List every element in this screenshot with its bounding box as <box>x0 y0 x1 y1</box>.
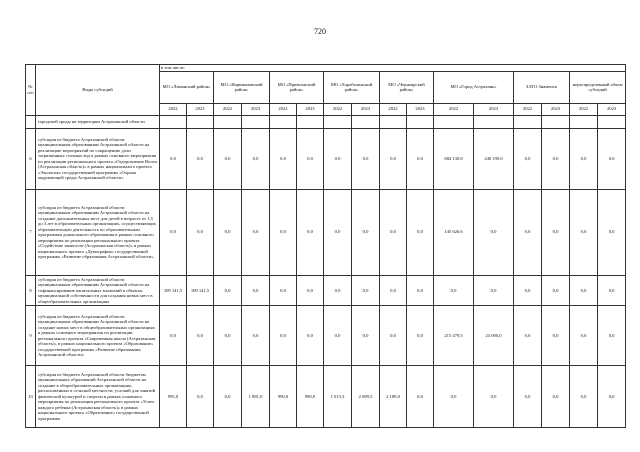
value-cell: 0,0 <box>270 189 297 275</box>
value-cell: 0,0 <box>352 306 380 366</box>
value-cell <box>324 115 352 128</box>
value-cell: 240 190,0 <box>474 128 514 189</box>
value-cell: 684 130,8 <box>434 128 474 189</box>
row-desc: субсидия из бюджета Астраханской области бюджетам муниципальных образований Астраханской области на создание в общеобразовательных организациях, расположенных в сельской местности, условий для занятий физической культурой и спортом в рамках основного мероприятия по реализации регионального проекта «Успех каждого ребенка (Астраханская область)» в рамках национального проекта «Образование» государственной программы <box>36 366 160 428</box>
header-type: Виды субсидий <box>36 65 160 116</box>
row-num: 6 <box>26 128 36 189</box>
value-cell: 0,0 <box>187 128 214 189</box>
value-cell: 0,0 <box>434 275 474 306</box>
value-cell: 0,0 <box>598 189 626 275</box>
value-cell: 0,0 <box>380 128 407 189</box>
value-cell <box>242 115 270 128</box>
value-cell: 0,0 <box>514 189 542 275</box>
value-cell: 0,0 <box>297 306 324 366</box>
header-group: МО «Наримановский район» <box>214 71 270 103</box>
value-cell <box>474 115 514 128</box>
value-cell: 0,0 <box>324 306 352 366</box>
value-cell: 0,0 <box>242 306 270 366</box>
header-year: 2023 <box>352 103 380 115</box>
value-cell: 0,0 <box>160 128 187 189</box>
header-year: 2022 <box>160 103 187 115</box>
value-cell: 0,0 <box>297 189 324 275</box>
value-cell <box>380 115 407 128</box>
header-num: № п/п <box>26 65 36 116</box>
value-cell: 0,0 <box>214 366 242 428</box>
header-year: 2022 <box>270 103 297 115</box>
value-cell: 0,0 <box>160 189 187 275</box>
value-cell: 0,0 <box>270 128 297 189</box>
value-cell: 0,0 <box>598 275 626 306</box>
value-cell: 0,0 <box>407 189 434 275</box>
value-cell: 0,0 <box>352 189 380 275</box>
value-cell: 990,0 <box>270 366 297 428</box>
value-cell: 0,0 <box>187 366 214 428</box>
value-cell <box>598 115 626 128</box>
value-cell: 0,0 <box>598 128 626 189</box>
row-desc: субсидия из бюджета Астраханской области муниципальным образованиям Астраханской области на реализацию мероприятий по сокращению доли загрязненных сточных вод в рамках основного мероприятия по реализации регионального проекта «Оздоровление Волги (Астраханская область)» в рамках национального проекта «Экология» государственной программы «Охрана окружающей среды Астраханской области» <box>36 128 160 189</box>
value-cell: 0,0 <box>270 275 297 306</box>
value-cell: 0,0 <box>598 306 626 366</box>
value-cell <box>514 115 542 128</box>
header-group: МО «Харабалинский район» <box>324 71 380 103</box>
value-cell: 0,0 <box>570 275 598 306</box>
value-cell <box>270 115 297 128</box>
value-cell: 0,0 <box>352 275 380 306</box>
value-cell <box>570 115 598 128</box>
header-year: 2023 <box>407 103 434 115</box>
row-num: 10 <box>26 366 36 428</box>
page-number: 720 <box>314 27 326 36</box>
value-cell: 0,0 <box>214 128 242 189</box>
value-cell: 0,0 <box>598 366 626 428</box>
value-cell: 0,0 <box>542 128 570 189</box>
header-group: нераспределенный объем субсидий <box>570 71 626 103</box>
value-cell: 0,0 <box>380 275 407 306</box>
row-desc: субсидия из бюджета Астраханской области муниципальным образованиям Астраханской области на создание дополнительных мест для детей в возрасте от 1,5 до 3 лет в образовательных организациях, осуществляющих образовательную деятельность по образовательным программам дошкольного образования в рамках основного мероприятия по реализации регионального проекта «Содействие занятости (Астраханская область)» в рамках национального проекта «Демография» государственной программы «Развитие образования Астраханской области» <box>36 189 160 275</box>
header-group: МО «Лиманский район» <box>160 71 214 103</box>
header-group: ЗАТО Знаменск <box>514 71 570 103</box>
header-year: 2023 <box>187 103 214 115</box>
value-cell: 0,0 <box>514 275 542 306</box>
value-cell: 0,0 <box>352 128 380 189</box>
row-num: 8 <box>26 275 36 306</box>
value-cell: 0,0 <box>407 366 434 428</box>
header-year: 2022 <box>434 103 474 115</box>
value-cell: 0,0 <box>542 366 570 428</box>
value-cell <box>352 115 380 128</box>
value-cell: 0,0 <box>570 189 598 275</box>
header-year: 2022 <box>324 103 352 115</box>
value-cell <box>407 115 434 128</box>
value-cell: 0,0 <box>407 275 434 306</box>
value-cell: 0,0 <box>380 189 407 275</box>
incl-label: в том числе: <box>160 65 626 72</box>
value-cell: 0,0 <box>242 275 270 306</box>
value-cell: 145 626,6 <box>434 189 474 275</box>
value-cell: 0,0 <box>324 189 352 275</box>
value-cell: 0,0 <box>542 306 570 366</box>
header-year: 2023 <box>297 103 324 115</box>
row-desc: субсидия из бюджета Астраханской области муниципальным образованиям Астраханской области на софинансирование капитальных вложений в объекты муниципальной собственности для создания новых мест в общеобразовательных организациях <box>36 275 160 306</box>
table-row <box>26 128 626 189</box>
value-cell: 0,0 <box>214 189 242 275</box>
header-group: МО «Город Астрахань» <box>434 71 514 103</box>
value-cell: 990,0 <box>297 366 324 428</box>
value-cell <box>160 115 187 128</box>
value-cell: 109 141,5 <box>160 275 187 306</box>
table-row <box>26 366 626 428</box>
value-cell: 0,0 <box>570 128 598 189</box>
table-row <box>26 306 626 366</box>
header-year: 2022 <box>380 103 407 115</box>
value-cell: 23 000,0 <box>474 306 514 366</box>
value-cell: 1 013,3 <box>324 366 352 428</box>
value-cell: 0,0 <box>297 275 324 306</box>
header-year: 2023 <box>598 103 626 115</box>
value-cell: 0,0 <box>434 366 474 428</box>
value-cell: 215 479,5 <box>434 306 474 366</box>
value-cell: 2 189,0 <box>380 366 407 428</box>
value-cell: 109 141,5 <box>187 275 214 306</box>
value-cell: 0,0 <box>407 306 434 366</box>
header-year: 2022 <box>570 103 598 115</box>
row-desc: городской среды на территории Астраханской области <box>36 115 160 128</box>
subsidy-table <box>25 64 626 428</box>
value-cell: 0,0 <box>324 128 352 189</box>
value-cell: 0,0 <box>242 128 270 189</box>
row-num: 9 <box>26 306 36 366</box>
value-cell: 0,0 <box>214 275 242 306</box>
value-cell: 0,0 <box>214 306 242 366</box>
value-cell: 2 089,5 <box>352 366 380 428</box>
value-cell: 0,0 <box>380 306 407 366</box>
table-row <box>26 275 626 306</box>
value-cell: 0,0 <box>242 189 270 275</box>
value-cell: 0,0 <box>570 306 598 366</box>
header-group: МО «Черноярский район» <box>380 71 434 103</box>
header-group: МО «Приволжский район» <box>270 71 324 103</box>
row-desc: субсидия из бюджета Астраханской области муниципальным образованиям Астраханской области на создание новых мест в общеобразовательных организациях в рамках основного мероприятия по реализации регионального проекта «Современная школа (Астраханская область)» в рамках национального проекта «Образование» государственной программы «Развитие образования Астраханской области» <box>36 306 160 366</box>
value-cell: 0,0 <box>514 306 542 366</box>
value-cell: 0,0 <box>324 275 352 306</box>
value-cell <box>297 115 324 128</box>
value-cell: 0,0 <box>514 128 542 189</box>
value-cell: 0,0 <box>570 366 598 428</box>
header-year: 2023 <box>242 103 270 115</box>
table-row <box>26 115 626 128</box>
value-cell: 0,0 <box>542 275 570 306</box>
row-num <box>26 115 36 128</box>
header-year: 2022 <box>214 103 242 115</box>
header-year: 2023 <box>542 103 570 115</box>
value-cell: 0,0 <box>270 306 297 366</box>
value-cell: 0,0 <box>407 128 434 189</box>
header-year: 2023 <box>474 103 514 115</box>
table-row <box>26 189 626 275</box>
value-cell: 0,0 <box>514 366 542 428</box>
value-cell: 0,0 <box>297 128 324 189</box>
value-cell: 1 881,0 <box>242 366 270 428</box>
value-cell: 0,0 <box>187 189 214 275</box>
value-cell <box>542 115 570 128</box>
value-cell: 0,0 <box>474 189 514 275</box>
value-cell: 0,0 <box>542 189 570 275</box>
value-cell <box>214 115 242 128</box>
value-cell <box>434 115 474 128</box>
value-cell: 0,0 <box>160 306 187 366</box>
value-cell: 995,0 <box>160 366 187 428</box>
value-cell <box>187 115 214 128</box>
header-year: 2022 <box>514 103 542 115</box>
value-cell: 0,0 <box>474 366 514 428</box>
value-cell: 0,0 <box>187 306 214 366</box>
value-cell: 0,0 <box>474 275 514 306</box>
row-num: 7 <box>26 189 36 275</box>
